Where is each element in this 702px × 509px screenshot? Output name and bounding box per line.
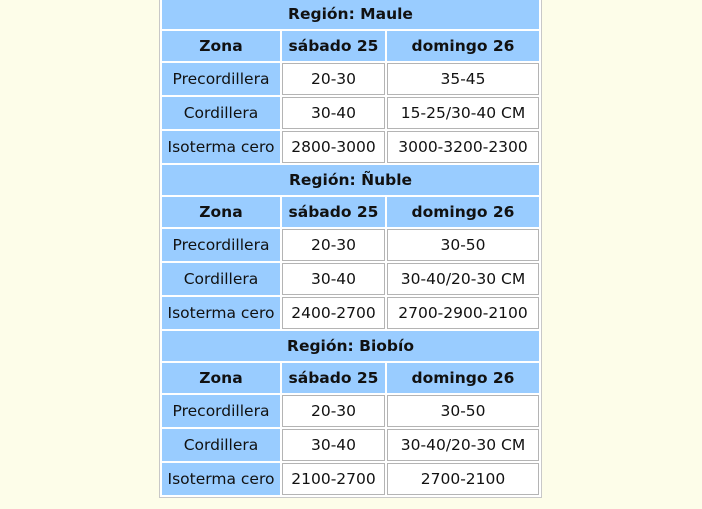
day1-cell: 30-40 [282,97,385,129]
day2-cell: 35-45 [387,63,539,95]
day1-cell: 2400-2700 [282,297,385,329]
day2-cell: 2700-2100 [387,463,539,495]
zone-cell: Cordillera [162,97,280,129]
day2-cell: 30-50 [387,395,539,427]
day2-header: domingo 26 [387,363,539,393]
table-row [162,263,539,295]
zone-cell: Isoterma cero [162,297,280,329]
day2-header: domingo 26 [387,31,539,61]
region-title: Región: Biobío [162,331,539,361]
day1-cell: 20-30 [282,395,385,427]
zone-cell: Isoterma cero [162,463,280,495]
zone-cell: Cordillera [162,429,280,461]
day1-cell: 30-40 [282,263,385,295]
zone-cell: Isoterma cero [162,131,280,163]
day2-cell: 30-50 [387,229,539,261]
region-header-row [162,0,539,29]
day1-header: sábado 25 [282,197,385,227]
zone-cell: Precordillera [162,395,280,427]
region-header-row [162,331,539,361]
table-row [162,97,539,129]
table-row [162,463,539,495]
zona-header: Zona [162,363,280,393]
forecast-table-container [159,0,540,498]
day1-cell: 2800-3000 [282,131,385,163]
region-title: Región: Ñuble [162,165,539,195]
table-row [162,395,539,427]
region-title: Región: Maule [162,0,539,29]
table-row [162,63,539,95]
zona-header: Zona [162,31,280,61]
day2-cell: 15-25/30-40 CM [387,97,539,129]
day2-header: domingo 26 [387,197,539,227]
day2-cell: 3000-3200-2300 [387,131,539,163]
day2-cell: 2700-2900-2100 [387,297,539,329]
day1-header: sábado 25 [282,363,385,393]
zona-header: Zona [162,197,280,227]
table-row [162,229,539,261]
day1-cell: 2100-2700 [282,463,385,495]
table-row [162,131,539,163]
day2-cell: 30-40/20-30 CM [387,263,539,295]
day2-cell: 30-40/20-30 CM [387,429,539,461]
day1-cell: 20-30 [282,63,385,95]
zone-cell: Cordillera [162,263,280,295]
region-header-row [162,165,539,195]
zone-cell: Precordillera [162,63,280,95]
day1-cell: 20-30 [282,229,385,261]
table-row [162,429,539,461]
zone-cell: Precordillera [162,229,280,261]
column-header-row [162,31,539,61]
column-header-row [162,197,539,227]
day1-header: sábado 25 [282,31,385,61]
table-row [162,297,539,329]
column-header-row [162,363,539,393]
day1-cell: 30-40 [282,429,385,461]
snow-forecast-table [159,0,542,498]
